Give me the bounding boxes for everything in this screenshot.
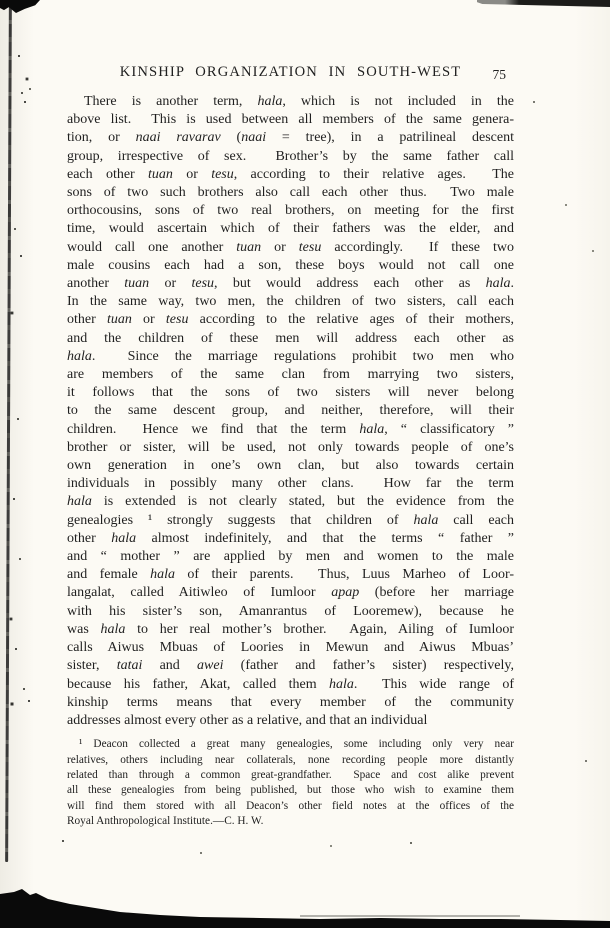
running-header	[67, 64, 514, 81]
body-line: because his father, Akat, called them hala. This wide range of	[67, 676, 515, 692]
body-line: and “ mother ” are applied by men and women to the male	[67, 549, 514, 565]
body-line: addresses almost every other as a relative, and that an individual	[67, 712, 428, 728]
scan-speckles	[0, 0, 2, 2]
body-line: time, would ascertain which of their fathers was the elder, and	[67, 221, 514, 237]
body-line: calls Aiwus Mbuas of Loories in Mewun and Aiwus Mbuas’	[67, 640, 514, 656]
body-line: individuals in possibly many other clans. How far the term	[67, 476, 514, 492]
body-line: was hala to her real mother’s brother. Again, Ailing of Iumloor	[67, 621, 514, 637]
body-line: hala. Since the marriage regulations prohibit two men who	[67, 348, 514, 364]
footnote-line: all these genealogies from being published, but those who wish to examine them	[67, 784, 514, 797]
body-line: another tuan or tesu, but would address each other as hala.	[67, 276, 514, 292]
body-line: langalat, called Aitiwleo of Iumloor apap (before her marriage	[67, 585, 514, 601]
body-line: male cousins each had a son, these boys would not call one	[67, 257, 514, 273]
binding-edge-line	[5, 6, 11, 862]
body-line: other tuan or tesu according to the relative ages of their mothers,	[67, 312, 514, 328]
body-line: other hala almost indefinitely, and that the terms “ father ”	[67, 530, 515, 546]
footnote-line: ¹ Deacon collected a great many genealogies, some including only very near	[79, 738, 514, 751]
body-line: and the children of these men will address each other as	[67, 330, 514, 346]
body-line: orthocousins, sons of two real brothers, on meeting for the first	[67, 203, 514, 219]
body-line: kinship terms means that every member of the community	[67, 694, 514, 710]
body-line: genealogies ¹ strongly suggests that children of hala call each	[67, 512, 514, 528]
body-line: brother or sister, will be used, not only towards people of one’s	[67, 439, 514, 455]
body-line: are members of the same clan from marrying two sisters,	[67, 367, 514, 383]
text-column	[67, 64, 514, 830]
footnote-line: related than through a common great-grandfather. Space and cost alike prevent	[67, 768, 514, 781]
body-line: sister, tatai and awei (father and father’s sister) respectively,	[67, 658, 514, 674]
top-right-scan-strip	[477, 0, 610, 7]
body-line: In the same way, two men, the children of two sisters, call each	[67, 294, 514, 310]
footnote-text	[67, 737, 514, 829]
body-line: group, irrespective of sex. Brother’s by the same father call	[67, 148, 514, 164]
body-line: hala is extended is not clearly stated, but the evidence from the	[67, 494, 514, 510]
body-line: each other tuan or tesu, according to their relative ages. The	[67, 166, 514, 182]
body-line: it follows that the sons of two sisters will never belong	[67, 385, 514, 401]
body-line: above list. This is used between all members of the same genera-	[67, 112, 514, 128]
body-line: with his sister’s son, Amanrantus of Looremew), because he	[67, 603, 514, 619]
bottom-scan-edge	[0, 888, 610, 928]
body-line: sons of two such brothers also call each other thus. Two male	[67, 185, 514, 201]
body-line: would call one another tuan or tesu accordingly. If these two	[67, 239, 514, 255]
body-text	[67, 93, 514, 730]
body-line: tion, or naai ravarav (naai = tree), in a patrilineal descent	[67, 130, 515, 146]
footnote-line: will find them stored with all Deacon’s other field notes at the offices of the	[67, 799, 514, 812]
page-number: 75	[492, 67, 506, 82]
body-line: There is another term, hala, which is not included in the	[84, 94, 514, 109]
top-left-scan-blob	[0, 0, 40, 13]
footnote-line: relatives, others including near collaterals, none recording people more distantly	[67, 753, 514, 766]
header-title: KINSHIP ORGANIZATION IN SOUTH-WEST	[119, 64, 462, 80]
body-line: children. Hence we find that the term hala, “ classificatory ”	[67, 421, 515, 437]
body-line: and female hala of their parents. Thus, Luus Marheo of Loor-	[67, 567, 514, 583]
body-line: to the same descent group, and neither, therefore, will their	[67, 403, 514, 419]
footnote-line: Royal Anthropological Institute.—C. H. W.	[67, 815, 264, 828]
body-line: own generation in one’s own clan, but also towards certain	[67, 458, 514, 474]
